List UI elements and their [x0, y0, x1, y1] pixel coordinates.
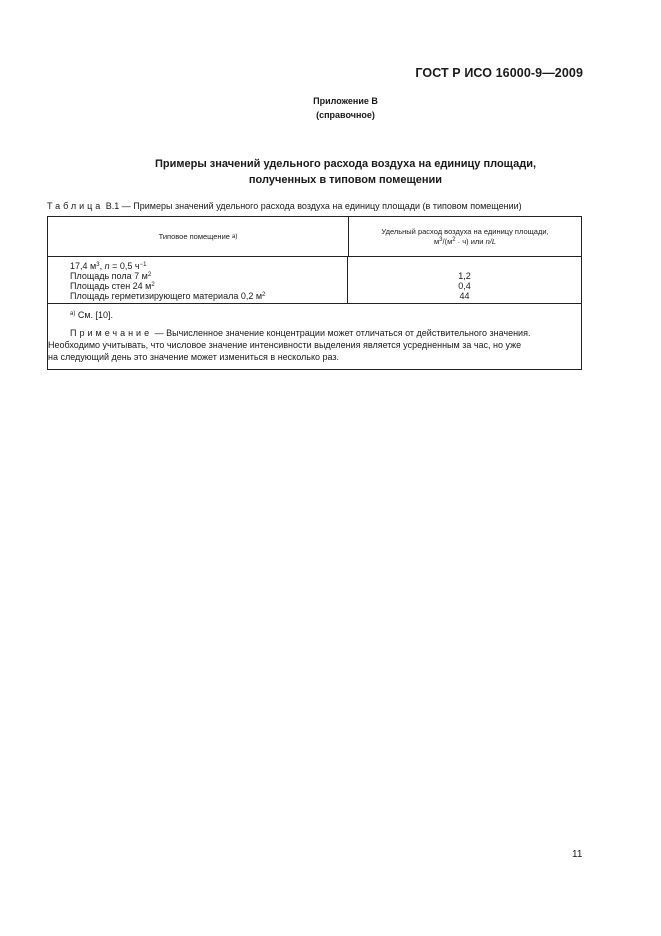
note-line-2: Необходимо учитывать, что числовое значение интенсивности выделения является усредненным за час, но уже [48, 340, 522, 350]
sealant-area-label: Площадь герметизирующего материала 0,2 $м^2$ [70, 291, 266, 301]
note-line-1: Примечание — Вычисленное значение концентрации может отличаться от действительного значения. [70, 328, 531, 338]
table-caption-text: В.1 — Примеры значений удельного расхода воздуха на единицу площади (в типовом помещении) [103, 201, 522, 211]
data-table [47, 216, 582, 370]
table-notes [48, 304, 581, 369]
air-flow-values-cell [348, 257, 581, 303]
note-line-3: на следующий день это значение может измениться в несколько раз. [48, 352, 340, 362]
title-line-1: Примеры значений удельного расхода воздуха на единицу площади, [154, 158, 537, 170]
table-caption [47, 201, 522, 211]
table-header-row [48, 217, 581, 257]
col1-header-text: Типовое помещение [158, 232, 230, 241]
page-number: 11 [572, 849, 583, 860]
appendix-heading [0, 94, 661, 122]
table-footnote: $^{a)}$ См. [10]. [70, 310, 114, 320]
table-caption-word: Таблица [47, 201, 104, 211]
room-parameters-cell [48, 257, 348, 303]
table-body-row [48, 257, 581, 304]
col1-header: Типовое помещение a) [48, 217, 349, 256]
col2-header-unit: $м^3/(м^2 \cdot ч)$ или n/L [433, 236, 497, 246]
wall-area-label: Площадь стен 24 $м^2$ [70, 281, 155, 291]
standard-code: ГОСТ Р ИСО 16000-9—2009 [415, 66, 583, 80]
col2-header-line1: Удельный расход воздуха на единицу площади, [381, 226, 549, 236]
note-word: Примечание [70, 328, 153, 338]
col2-header [349, 217, 581, 256]
title-line-2: полученных в типовом помещении [248, 174, 443, 186]
wall-area-value: 0,4 [458, 281, 471, 291]
floor-area-label: Площадь пола 7 $м^2$ [70, 271, 152, 281]
section-title [0, 156, 661, 188]
floor-area-value: 1,2 [458, 271, 471, 281]
appendix-type: (справочное) [316, 110, 375, 120]
appendix-label: Приложение В [313, 96, 378, 106]
sealant-area-value: 44 [459, 291, 470, 301]
room-volume-line: 17,4 $м^3$, n = 0,5 $ч^{-1}$ [70, 261, 147, 271]
